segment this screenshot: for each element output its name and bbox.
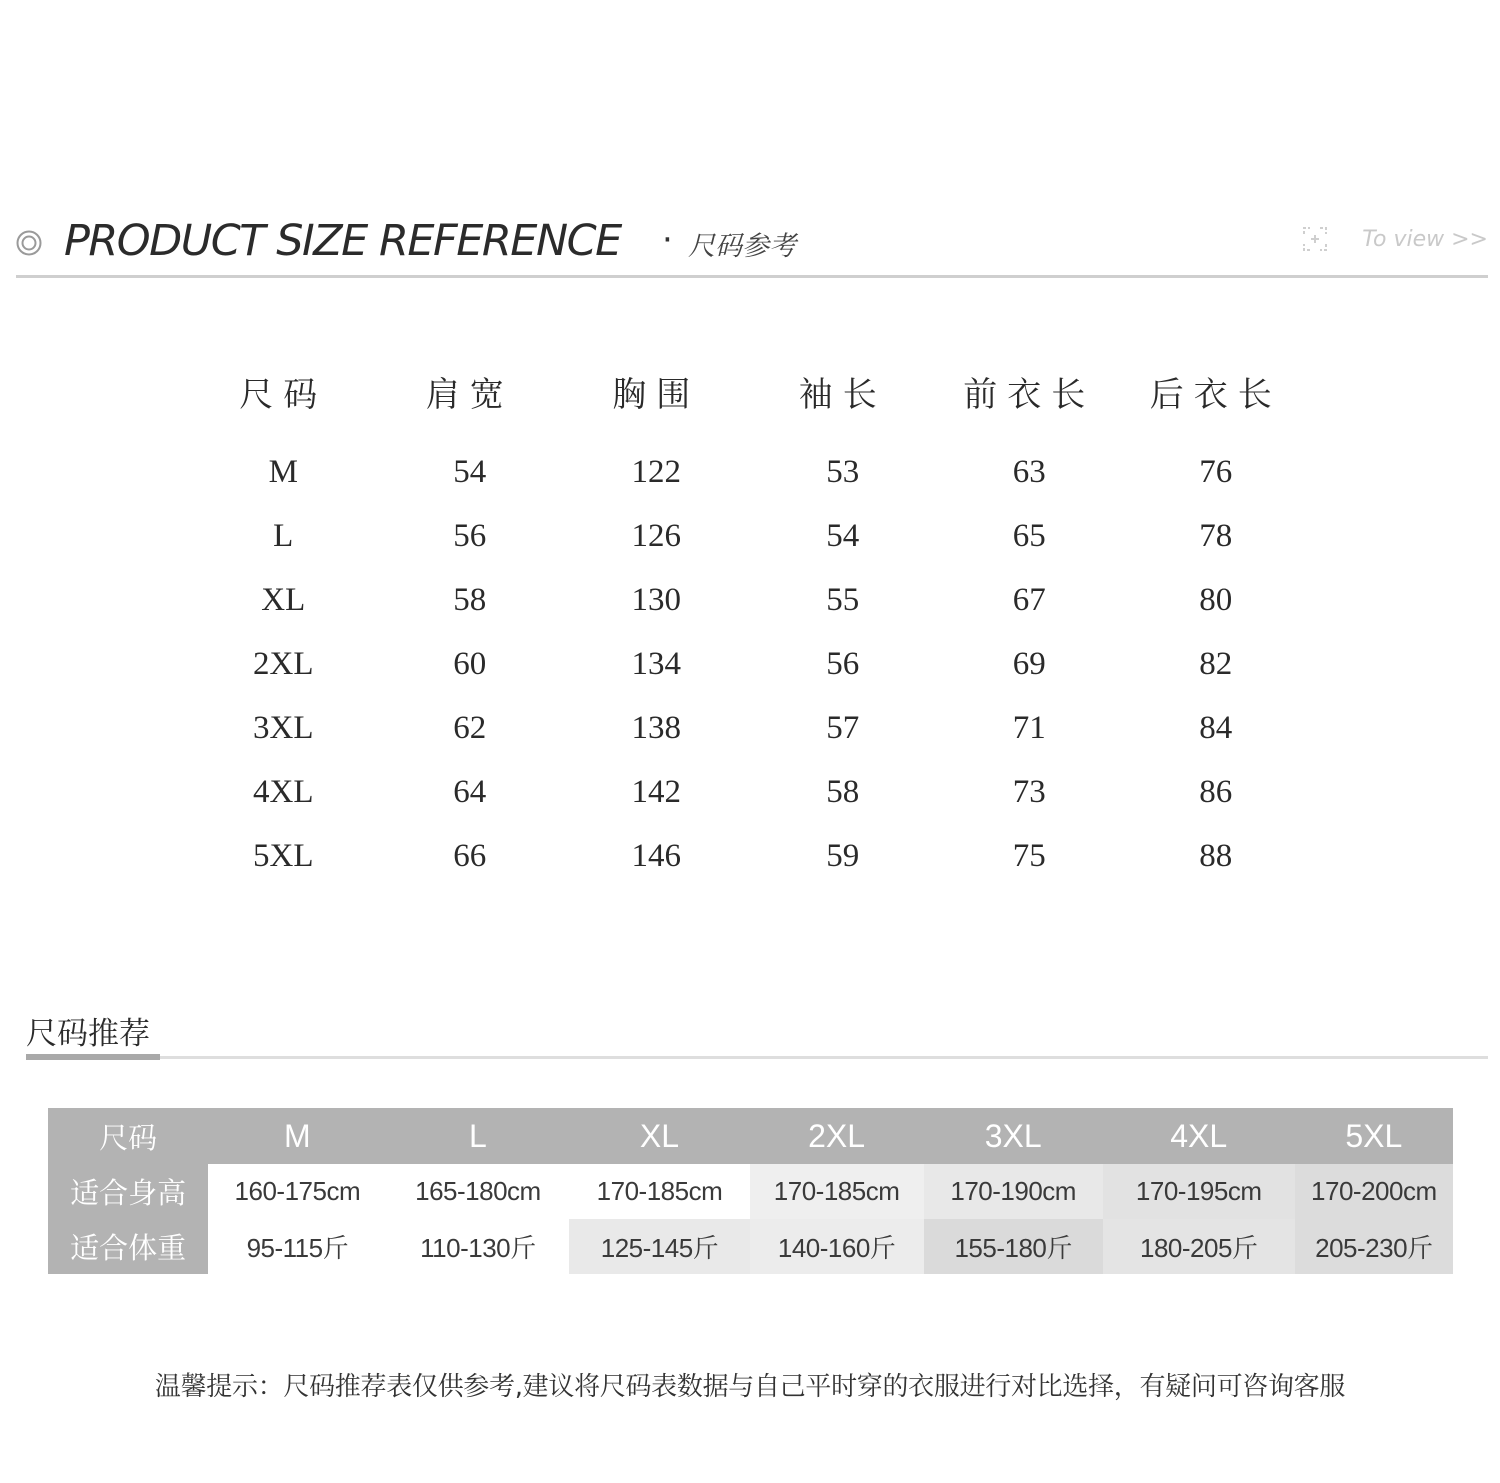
recommend-weight: 110-130斤 xyxy=(386,1219,569,1274)
table-cell: 66 xyxy=(453,837,487,874)
table-cell: 57 xyxy=(826,709,860,746)
table-cell: 126 xyxy=(631,517,681,554)
table-cell: 138 xyxy=(631,709,681,746)
header-back-length: 后衣长 xyxy=(1149,374,1282,415)
recommend-size: L xyxy=(469,1117,487,1154)
recommend-weight: 205-230斤 xyxy=(1295,1219,1453,1274)
recommend-size: 2XL xyxy=(808,1117,866,1154)
header-divider xyxy=(16,275,1488,278)
table-cell: 3XL xyxy=(253,709,314,746)
header-front-length: 前衣长 xyxy=(963,374,1096,415)
recommend-size: 5XL xyxy=(1345,1117,1403,1154)
table-cell: 88 xyxy=(1199,837,1233,874)
table-cell: 67 xyxy=(1012,581,1046,618)
to-view-label[interactable]: To view >> xyxy=(1362,226,1488,252)
size-table-header xyxy=(190,360,1310,422)
table-cell: 56 xyxy=(826,645,860,682)
recommend-size-label: 尺码 xyxy=(99,1122,158,1155)
recommend-size: XL xyxy=(639,1117,680,1154)
header-chest: 胸围 xyxy=(612,374,701,415)
recommend-size-row xyxy=(48,1108,1453,1164)
page-title: PRODUCT SIZE REFERENCE xyxy=(64,216,621,266)
scan-frame-icon xyxy=(1302,226,1328,252)
table-row xyxy=(190,632,1310,696)
table-cell: 142 xyxy=(631,773,681,810)
table-row xyxy=(190,824,1310,888)
table-cell: 130 xyxy=(631,581,681,618)
table-cell: 73 xyxy=(1012,773,1046,810)
table-cell: 86 xyxy=(1199,773,1233,810)
table-cell: 71 xyxy=(1012,709,1046,746)
table-row xyxy=(190,568,1310,632)
table-cell: 58 xyxy=(453,581,487,618)
table-cell: 62 xyxy=(453,709,487,746)
table-cell: 4XL xyxy=(253,773,314,810)
size-table xyxy=(190,360,1310,888)
table-row xyxy=(190,504,1310,568)
to-view-link[interactable] xyxy=(1302,226,1488,252)
table-cell: 134 xyxy=(631,645,681,682)
table-cell: 60 xyxy=(453,645,487,682)
table-cell: 54 xyxy=(453,453,487,490)
table-cell: 54 xyxy=(826,517,860,554)
table-cell: 76 xyxy=(1199,453,1233,490)
page-title-cn: 尺码参考 xyxy=(688,231,796,262)
recommend-weight: 155-180斤 xyxy=(924,1219,1103,1274)
recommend-weight-label: 适合体重 xyxy=(70,1233,187,1265)
warm-tip-text: 温馨提示：尺码推荐表仅供参考,建议将尺码表数据与自己平时穿的衣服进行对比选择，有疑问可咨询客服 xyxy=(154,1372,1346,1402)
table-cell: 2XL xyxy=(253,645,314,682)
recommend-divider xyxy=(26,1056,1488,1059)
table-cell: 55 xyxy=(826,581,860,618)
table-cell: 75 xyxy=(1012,837,1046,874)
table-cell: L xyxy=(273,517,294,554)
recommend-height: 170-200cm xyxy=(1295,1164,1453,1219)
recommend-height: 160-175cm xyxy=(208,1164,386,1219)
recommend-weight-row xyxy=(48,1219,1453,1274)
recommend-weight: 95-115斤 xyxy=(208,1219,386,1274)
table-cell: 69 xyxy=(1012,645,1046,682)
table-row xyxy=(190,696,1310,760)
recommend-height: 170-185cm xyxy=(750,1164,924,1219)
recommend-size: 4XL xyxy=(1170,1117,1228,1154)
table-cell: 56 xyxy=(453,517,487,554)
target-circle-icon xyxy=(16,230,42,256)
title-separator: · xyxy=(662,220,673,260)
recommend-height-row xyxy=(48,1164,1453,1219)
table-cell: 58 xyxy=(826,773,860,810)
recommend-height: 170-190cm xyxy=(924,1164,1103,1219)
recommend-height: 170-195cm xyxy=(1103,1164,1295,1219)
table-cell: 82 xyxy=(1199,645,1233,682)
recommend-size: M xyxy=(284,1117,311,1154)
table-cell: XL xyxy=(261,581,306,618)
table-cell: M xyxy=(268,453,298,490)
recommend-weight: 125-145斤 xyxy=(569,1219,749,1274)
header-shoulder: 肩宽 xyxy=(425,374,514,415)
recommend-height: 170-185cm xyxy=(569,1164,749,1219)
recommend-height: 165-180cm xyxy=(386,1164,569,1219)
table-cell: 64 xyxy=(453,773,487,810)
table-cell: 65 xyxy=(1012,517,1046,554)
table-cell: 122 xyxy=(631,453,681,490)
header-size: 尺码 xyxy=(239,374,328,415)
table-cell: 84 xyxy=(1199,709,1233,746)
table-row xyxy=(190,440,1310,504)
header-sleeve: 袖长 xyxy=(798,374,887,415)
recommend-size: 3XL xyxy=(984,1117,1042,1154)
table-row xyxy=(190,760,1310,824)
table-cell: 63 xyxy=(1012,453,1046,490)
recommend-weight: 140-160斤 xyxy=(750,1219,924,1274)
recommend-height-label: 适合身高 xyxy=(70,1178,187,1210)
table-cell: 5XL xyxy=(253,837,314,874)
recommend-title-underline xyxy=(26,1054,160,1060)
recommend-table xyxy=(48,1108,1453,1274)
table-cell: 78 xyxy=(1199,517,1233,554)
table-cell: 80 xyxy=(1199,581,1233,618)
table-cell: 53 xyxy=(826,453,860,490)
recommend-title: 尺码推荐 xyxy=(26,1016,150,1052)
table-cell: 146 xyxy=(631,837,681,874)
section-header xyxy=(16,212,1488,278)
recommend-weight: 180-205斤 xyxy=(1103,1219,1295,1274)
table-cell: 59 xyxy=(826,837,860,874)
